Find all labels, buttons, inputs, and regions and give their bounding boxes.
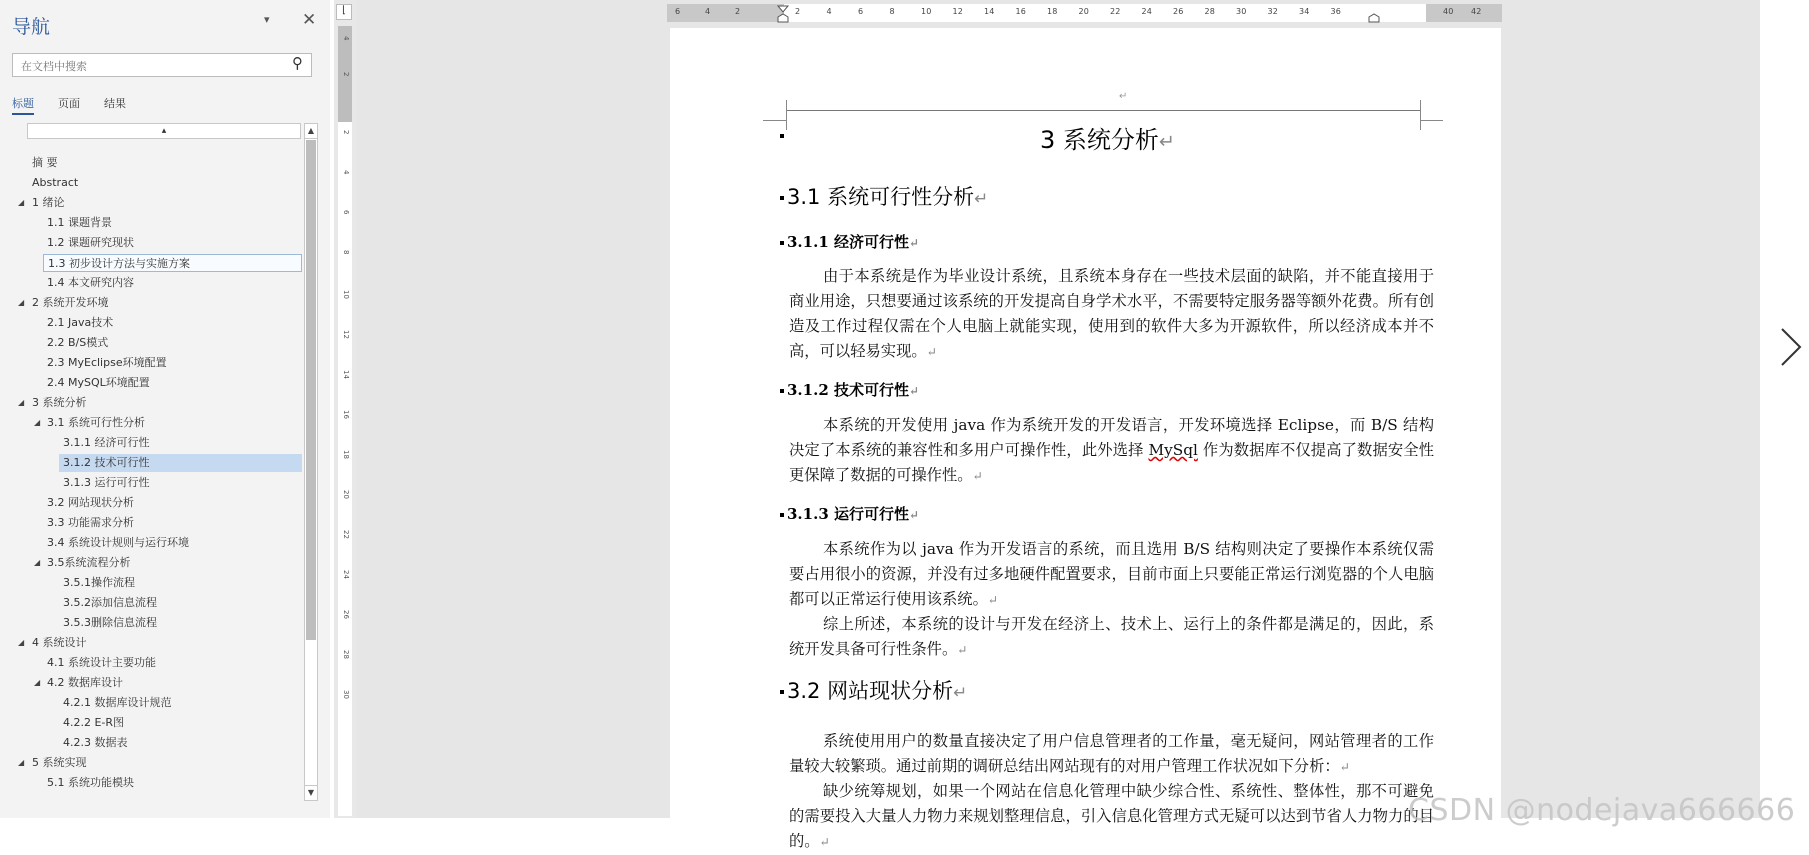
section-heading-3-2[interactable]: 3.2 网站现状分析↵ [787,679,968,703]
outline-item[interactable] [59,714,302,732]
vertical-ruler-tick-label: 8 [342,250,350,255]
outline-item-label: 摘 要 [32,156,58,169]
outline-item-label: 3.4 系统设计规则与运行环境 [47,536,189,549]
outline-item-label: 3.1.1 经济可行性 [63,436,150,449]
outline-item-label: 1.1 课题背景 [47,216,112,229]
outline-item[interactable] [28,634,302,652]
outline-item[interactable] [43,234,302,252]
expand-collapse-icon[interactable]: ◢ [34,558,41,567]
outline-item[interactable] [43,534,302,552]
outline-item[interactable] [59,614,302,632]
scrollbar-thumb[interactable] [306,140,316,640]
expand-collapse-icon[interactable]: ◢ [18,398,25,407]
outline-item-label: 4.2.2 E-R图 [63,716,125,729]
paragraph-status-2[interactable]: 缺少统筹规划，如果一个网站在信息化管理中缺少综合性、系统性、整体性，那不可避免的需要投入大量人力物力来规划整理信息，引入信息化管理方式无疑可以达到节省人力物力的目的。↵ [789,782,1434,850]
vertical-ruler-tick-label: 30 [342,690,350,699]
horizontal-ruler-tick-label: 22 [1110,7,1121,16]
search-box[interactable] [12,53,312,77]
outline-item[interactable] [43,214,302,232]
margin-corner-left [763,120,786,121]
paragraph-technical[interactable]: 本系统的开发使用 java 作为系统开发的开发语言，开发环境选择 Eclipse，而 B/S 结构决定了本系统的兼容性和多用户可操作性，此外选择 MySql 作为数据库不仅提高了数据安全性更保障了数据的可操作性。↵ [789,416,1434,484]
outline-item-label: 2.3 MyEclipse环境配置 [47,356,167,369]
outline-item[interactable] [28,394,302,412]
outline-item-label: 3.1.2 技术可行性 [63,456,150,469]
horizontal-ruler-tick-label: 30 [1236,7,1247,16]
margin-corner-right [1421,120,1443,121]
horizontal-ruler-tick-label: 32 [1267,7,1279,16]
outline-item-label: 1.4 本文研究内容 [47,276,134,289]
horizontal-ruler [667,4,1502,22]
expand-collapse-icon[interactable]: ◢ [18,638,25,647]
horizontal-ruler-tick-label: 10 [921,7,932,16]
outline-item[interactable] [28,754,302,772]
outline-item[interactable] [43,314,302,332]
heading-bullet [780,241,784,245]
horizontal-ruler-tick-label: 40 [1443,7,1454,16]
tab-selector-button[interactable]: ⌊ [336,4,352,20]
outline-item-label: 4.2 数据库设计 [47,676,123,689]
scroll-up-arrow-icon[interactable]: ▲ [305,124,317,139]
outline-item-label: 1.2 课题研究现状 [47,236,134,249]
heading-bullet [780,389,784,393]
outline-item[interactable] [59,694,302,712]
paragraph-status-1[interactable]: 系统使用用户的数量直接决定了用户信息管理者的工作量，毫无疑问，网站管理者的工作量较大较繁琐。通过前期的调研总结出网站现有的对用户管理工作状况如下分析：↵ [789,732,1434,775]
vertical-ruler-tick-label: 2 [342,72,350,77]
horizontal-ruler-tick-label: 28 [1204,7,1216,16]
outline-item-label: 2 系统开发环境 [32,296,109,309]
heading-bullet [780,513,784,517]
outline-item-label: 3.3 功能需求分析 [47,516,134,529]
outline-item-label: 3.5.1操作流程 [63,576,135,589]
subsection-heading-3-1-3[interactable]: 3.1.3 运行可行性↵ [787,505,920,523]
heading-outline [0,154,304,814]
expand-collapse-icon[interactable]: ◢ [34,678,41,687]
outline-item-label: 2.2 B/S模式 [47,336,109,349]
horizontal-ruler-tick-label: 14 [984,7,995,16]
heading-bullet [780,196,784,200]
outline-item[interactable] [59,594,302,612]
watermark: CSDN @nodejava666666 [1408,793,1796,828]
horizontal-ruler-tick-label: 12 [952,7,964,16]
outline-item-label: 3.5.3删除信息流程 [63,616,157,629]
close-icon[interactable]: ✕ [302,10,317,30]
vertical-ruler-tick-label: 18 [342,450,350,459]
outline-item-label: 4.2.1 数据库设计规范 [63,696,172,709]
horizontal-ruler-tick-label: 24 [1141,7,1153,16]
margin-mark-right [1420,100,1421,130]
vertical-ruler-tick-label: 12 [342,330,350,339]
paragraph-summary[interactable]: 综上所述，本系统的设计与开发在经济上、技术上、运行上的条件都是满足的，因此，系统开发具备可行性条件。↵ [789,615,1434,658]
search-icon[interactable]: ⚲ [292,54,303,72]
horizontal-ruler-tick-label: 36 [1330,7,1342,16]
horizontal-ruler-tick-label: 6 [675,7,681,16]
outline-item-label: 4.1 系统设计主要功能 [47,656,156,669]
spelling-error-word[interactable]: MySql [1148,441,1198,459]
outline-item-label: 2.4 MySQL环境配置 [47,376,150,389]
expand-collapse-icon[interactable]: ◢ [18,298,25,307]
expand-collapse-icon[interactable]: ◢ [18,758,25,767]
search-input[interactable] [19,57,273,75]
vertical-ruler-tick-label: 14 [342,370,350,379]
outline-item-label: 5 系统实现 [32,756,87,769]
outline-item-label: 1 绪论 [32,196,65,209]
outline-item[interactable] [43,554,302,572]
outline-item-label: 2.1 Java技术 [47,316,114,329]
vertical-ruler-tick-label: 10 [342,290,350,299]
outline-item[interactable] [43,654,302,672]
outline-item[interactable] [59,474,302,492]
vertical-ruler-tick-label: 4 [342,170,350,175]
expand-collapse-icon[interactable]: ◢ [34,418,41,427]
subsection-heading-3-1-2[interactable]: 3.1.2 技术可行性↵ [787,381,920,399]
vertical-ruler [334,0,356,818]
heading-bullet [780,134,784,138]
outline-item-label: Abstract [32,176,79,189]
outline-item-label: 3.5.2添加信息流程 [63,596,157,609]
horizontal-ruler-tick-label: 2 [795,7,801,16]
outline-item-label: 3.5系统流程分析 [47,556,131,569]
outline-item-label: 3.1 系统可行性分析 [47,416,145,429]
outline-item[interactable] [43,774,302,792]
nav-pane-title: 导航 [12,16,51,38]
horizontal-ruler-tick-label: 4 [705,7,711,16]
outline-item[interactable] [28,194,302,212]
heading-bullet [780,690,784,694]
outline-item[interactable] [43,514,302,532]
horizontal-ruler-tick-label: 18 [1047,7,1058,16]
outline-item[interactable] [28,294,302,312]
expand-collapse-icon[interactable]: ◢ [18,198,25,207]
horizontal-ruler-tick-label: 16 [1015,7,1027,16]
collapse-all-button[interactable]: ▴ [27,123,301,139]
vertical-ruler-tick-label: 24 [342,570,350,579]
header-rule [786,110,1420,111]
outline-item[interactable] [59,734,302,752]
horizontal-ruler-tick-label: 4 [826,7,832,16]
outline-scrollbar[interactable] [304,123,318,801]
horizontal-ruler-tick-label: 34 [1299,7,1310,16]
outline-item[interactable] [59,574,302,592]
tab-results[interactable]: 结果 [104,97,126,110]
subsection-heading-3-1-1[interactable]: 3.1.1 经济可行性↵ [787,233,920,251]
outline-item[interactable] [43,354,302,372]
horizontal-ruler-tick-label: 42 [1471,7,1482,16]
outline-item-label: 1.3 初步设计方法与实施方案 [48,257,190,270]
horizontal-ruler-tick-label: 20 [1078,7,1090,16]
vertical-ruler-tick-label: 16 [342,410,350,419]
vertical-ruler-tick-label: 26 [342,610,350,619]
tab-pages[interactable]: 页面 [58,97,80,110]
outline-item[interactable] [43,674,302,692]
outline-item[interactable] [59,454,302,472]
document-page[interactable] [670,28,1501,850]
navigation-pane [0,0,330,818]
outline-item-label: 3.1.3 运行可行性 [63,476,150,489]
horizontal-ruler-tick-label: 2 [735,7,741,16]
scroll-down-arrow-icon[interactable]: ▼ [305,785,317,800]
outline-item[interactable] [43,374,302,392]
vertical-ruler-tick-label: 28 [342,650,350,659]
horizontal-ruler-tick-label: 8 [889,7,895,16]
section-heading-3-1[interactable]: 3.1 系统可行性分析↵ [787,185,989,209]
header-paragraph-mark: ↵ [1119,91,1128,102]
chapter-heading[interactable]: 3 系统分析↵ [1040,126,1175,154]
vertical-ruler-tick-label: 6 [342,210,350,215]
paragraph-economic[interactable]: 由于本系统是作为毕业设计系统，且系统本身存在一些技术层面的缺陷，并不能直接用于商业用途，只想要通过该系统的开发提高自身学术水平，不需要特定服务器等额外花费。所有创造及工作过程仅需在个人电脑上就能实现，使用到的软件大多为开源软件，所以经济成本并不高，可以轻易实现。↵ [789,267,1434,360]
outline-item[interactable] [43,274,302,292]
vertical-ruler-tick-label: 22 [342,530,350,539]
outline-item-label: 4.2.3 数据表 [63,736,128,749]
vertical-ruler-tick-label: 4 [342,36,350,41]
vertical-ruler-tick-label: 2 [342,130,350,135]
outline-item-label: 3 系统分析 [32,396,87,409]
vertical-ruler-tick-label: 20 [342,490,350,499]
horizontal-ruler-tick-label: 26 [1173,7,1184,16]
outline-item-label: 4 系统设计 [32,636,87,649]
outline-item[interactable] [43,254,302,272]
outline-item-label: 5.1 系统功能模块 [47,776,134,789]
nav-options-dropdown-icon[interactable]: ▾ [264,13,270,26]
outline-item[interactable] [43,494,302,512]
tab-headings[interactable]: 标题 [12,97,34,110]
outline-item[interactable] [43,334,302,352]
outline-item[interactable] [43,414,302,432]
outline-item[interactable] [28,174,302,192]
margin-mark-left [786,100,787,130]
indent-markers-icon[interactable] [667,4,1502,22]
paragraph-operational[interactable]: 本系统作为以 java 作为开发语言的系统，而且选用 B/S 结构则决定了要操作本系统仅需要占用很小的资源，并没有过多地硬件配置要求，目前市面上只要能正常运行浏览器的个人电脑都可以正常运行使用该系统。↵ [789,540,1434,608]
outline-item[interactable] [59,434,302,452]
outline-item[interactable] [28,154,302,172]
outline-item-label: 3.2 网站现状分析 [47,496,134,509]
chevron-right-icon[interactable] [1776,325,1806,369]
horizontal-ruler-tick-label: 6 [858,7,864,16]
